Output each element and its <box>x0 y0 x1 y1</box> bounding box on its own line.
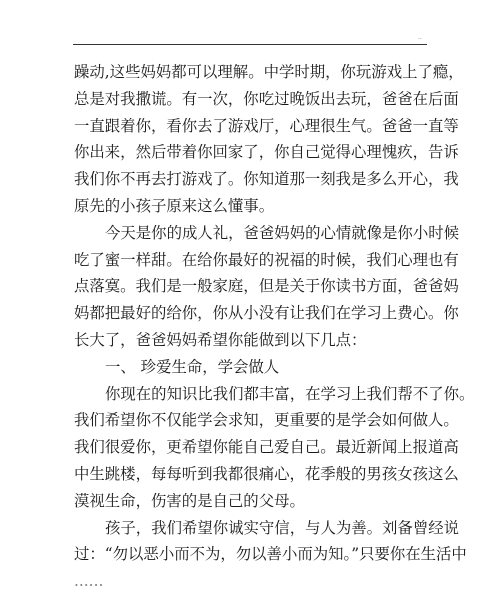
text-line: 中生跳楼，每每听到我都很痛心，花季般的男孩女孩这么 <box>74 464 459 483</box>
text-line: 一直跟着你，看你去了游戏厅，心理很生气。爸爸一直等 <box>74 116 459 135</box>
text-line: 你出来，然后带着你回家了，你自己觉得心理愧疚，告诉 <box>74 143 459 162</box>
text-line: 妈都把最好的给你，你从小没有让我们在学习上费心。你 <box>74 304 459 323</box>
body-text <box>74 59 475 591</box>
text-line: 点落寞。我们是一般家庭，但是关于你读书方面，爸爸妈 <box>74 277 459 296</box>
cut-off-line: ...... <box>74 572 104 591</box>
section-heading: 一、 珍爱生命，学会做人 <box>105 357 280 376</box>
text-line: 吃了蜜一样甜。在给你最好的祝福的时候，我们心理也有 <box>74 250 459 269</box>
header-mark: .. <box>418 34 422 41</box>
text-line: 原先的小孩子原来这么懂事。 <box>74 196 275 215</box>
text-line: 漠视生命，伤害的是自己的父母。 <box>74 491 305 510</box>
text-line: 过：“勿以恶小而不为，勿以善小而为知。”只要你在生活中 <box>74 545 467 564</box>
text-line: 我们希望你不仅能学会求知，更重要的是学会如何做人。 <box>74 411 459 430</box>
paragraph-start-line: 孩子，我们希望你诚实守信，与人为善。刘备曾经说 <box>105 518 459 537</box>
text-line: 总是对我撒谎。有一次，你吃过晚饭出去玩，爸爸在后面 <box>74 89 459 108</box>
paragraph-start-line: 你现在的知识比我们都丰富，在学习上我们帮不了你。 <box>105 384 475 403</box>
text-line: 长大了，爸爸妈妈希望你能做到以下几点： <box>74 330 367 349</box>
header-rule <box>73 44 427 45</box>
text-line: 躁动,这些妈妈都可以理解。中学时期，你玩游戏上了瘾， <box>74 63 464 81</box>
text-line: 我们很爱你，更希望你能自己爱自己。最近新闻上报道高 <box>74 438 459 457</box>
paragraph-start-line: 今天是你的成人礼，爸爸妈妈的心情就像是你小时候 <box>105 223 459 242</box>
text-line: 我们你不再去打游戏了。你知道那一刻我是多么开心，我 <box>74 170 459 189</box>
